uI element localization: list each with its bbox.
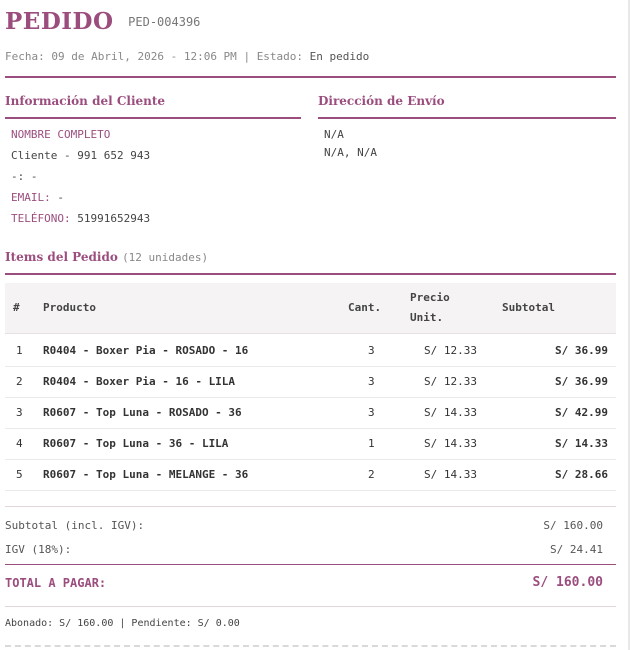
client-name-label: NOMBRE COMPLETO [11, 128, 111, 141]
row-unit-price: S/ 14.33 [424, 468, 477, 481]
client-document: -: - [11, 170, 38, 183]
col-num-header: # [13, 301, 20, 314]
row-unit-price: S/ 12.33 [424, 344, 477, 357]
items-table-header [5, 283, 616, 334]
page-title: PEDIDO [5, 8, 114, 35]
row-product: R0607 - Top Luna - ROSADO - 36 [43, 406, 242, 419]
col-product-header: Producto [43, 301, 96, 314]
email-label: EMAIL: [11, 191, 51, 204]
row-product: R0404 - Boxer Pia - 16 - LILA [43, 375, 236, 388]
row-number: 3 [16, 406, 23, 419]
client-info [11, 124, 150, 229]
row-quantity: 2 [368, 468, 375, 481]
table-row [5, 459, 616, 491]
total-label: TOTAL A PAGAR: [5, 576, 107, 590]
row-subtotal: S/ 42.99 [555, 406, 608, 419]
shipping-info [324, 126, 377, 162]
row-product: R0607 - Top Luna - MELANGE - 36 [43, 468, 249, 481]
row-quantity: 3 [368, 375, 375, 388]
table-row [5, 335, 616, 367]
header-divider [5, 76, 616, 78]
shipping-line-2: N/A, N/A [324, 146, 377, 159]
col-price-header-line2: Unit. [410, 311, 444, 324]
row-subtotal: S/ 36.99 [555, 344, 608, 357]
email-value: - [57, 191, 64, 204]
footer-divider [5, 606, 616, 607]
shipping-line-1: N/A [324, 128, 344, 141]
items-title: Items del Pedido [5, 250, 118, 264]
client-phone-row [11, 208, 150, 229]
fecha-value: 09 de Abril, 2026 - 12:06 PM [51, 50, 237, 63]
row-quantity: 1 [368, 437, 375, 450]
col-price-header-line1: Precio [410, 291, 450, 304]
table-row [5, 428, 616, 460]
row-number: 4 [16, 437, 23, 450]
items-divider [5, 273, 616, 275]
order-id: PED-004396 [128, 15, 201, 29]
row-product: R0607 - Top Luna - 36 - LILA [43, 437, 229, 450]
fecha-label: Fecha: [5, 50, 45, 63]
client-divider [5, 117, 301, 119]
subtotal-value: S/ 160.00 [543, 519, 603, 532]
row-subtotal: S/ 28.66 [555, 468, 608, 481]
order-header [5, 8, 200, 35]
igv-label: IGV (18%): [5, 543, 72, 556]
row-quantity: 3 [368, 344, 375, 357]
igv-value: S/ 24.41 [550, 543, 603, 556]
shipping-section-title: Dirección de Envío [318, 94, 445, 108]
subtotal-label: Subtotal (incl. IGV): [5, 519, 145, 532]
meta-separator: | [243, 50, 251, 63]
row-quantity: 3 [368, 406, 375, 419]
estado-label: Estado: [256, 50, 304, 63]
row-unit-price: S/ 14.33 [424, 406, 477, 419]
items-section-title [5, 250, 208, 264]
shipping-divider [318, 117, 616, 119]
items-count: (12 unidades) [122, 251, 209, 264]
phone-label: TELÉFONO: [11, 212, 71, 225]
col-subtotal-header: Subtotal [502, 301, 555, 314]
row-subtotal: S/ 36.99 [555, 375, 608, 388]
cut-line [5, 645, 616, 647]
page-scroll-edge [628, 0, 630, 650]
row-number: 1 [16, 344, 23, 357]
row-product: R0404 - Boxer Pia - ROSADO - 16 [43, 344, 249, 357]
row-number: 2 [16, 375, 23, 388]
client-email-row [11, 187, 150, 208]
summary-divider [5, 506, 616, 507]
total-divider [5, 564, 616, 565]
row-unit-price: S/ 14.33 [424, 437, 477, 450]
estado-value: En pedido [309, 50, 370, 63]
table-row [5, 366, 616, 398]
payment-status: Abonado: S/ 160.00 | Pendiente: S/ 0.00 [5, 618, 240, 629]
col-qty-header: Cant. [348, 301, 382, 314]
client-name: Cliente - 991 652 943 [11, 149, 151, 162]
row-unit-price: S/ 12.33 [424, 375, 477, 388]
total-value: S/ 160.00 [532, 575, 603, 590]
row-number: 5 [16, 468, 23, 481]
row-subtotal: S/ 14.33 [555, 437, 608, 450]
order-meta [5, 50, 369, 63]
phone-value: 51991652943 [77, 212, 151, 225]
table-row [5, 397, 616, 429]
client-section-title: Información del Cliente [5, 94, 166, 108]
